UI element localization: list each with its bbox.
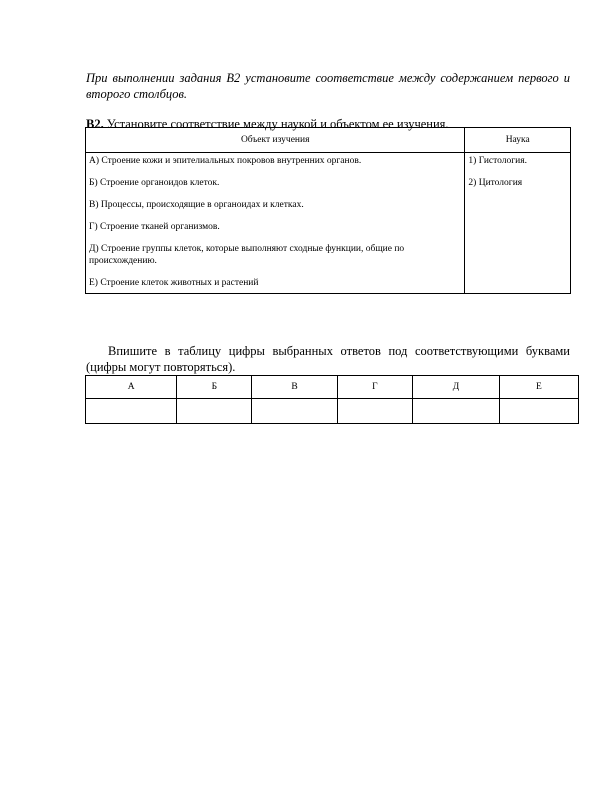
answer-letter: А — [86, 376, 177, 399]
header-object: Объект изучения — [86, 128, 465, 153]
answer-cell-v[interactable] — [252, 399, 337, 424]
objects-cell — [86, 153, 465, 294]
answer-letter: Б — [177, 376, 252, 399]
science-item-2: 2) Цитология — [468, 178, 523, 188]
answer-letter: Е — [499, 376, 578, 399]
task-number: В2. — [86, 116, 104, 131]
header-science: Наука — [465, 128, 571, 153]
science-item-1: 1) Гистология. — [468, 156, 528, 166]
answer-cell-e[interactable] — [499, 399, 578, 424]
answer-instruction: Впишите в таблицу цифры выбранных ответов под соответствующими буквами (цифры могут повторяться). — [86, 343, 570, 374]
task-text: Установите соответствие между наукой и объектом ее изучения. — [106, 116, 449, 131]
answer-input-row — [86, 399, 579, 424]
object-item-v: В) Процессы, происходящие в органоидах и клетках. — [89, 200, 304, 210]
object-item-a: А) Строение кожи и эпителиальных покровов внутренних органов. — [89, 156, 362, 166]
matching-table-header — [86, 128, 571, 153]
answer-letter: В — [252, 376, 337, 399]
object-item-b: Б) Строение органоидов клеток. — [89, 178, 220, 188]
answer-cell-b[interactable] — [177, 399, 252, 424]
answer-table — [85, 375, 579, 424]
answer-letter: Д — [413, 376, 500, 399]
matching-table — [85, 127, 571, 294]
object-item-e: Е) Строение клеток животных и растений — [89, 278, 259, 288]
intro-instruction: При выполнении задания В2 установите соответствие между содержанием первого и второго столбцов. — [86, 70, 570, 101]
answer-letter: Г — [337, 376, 412, 399]
answer-letters-row — [86, 376, 579, 399]
sciences-cell — [465, 153, 571, 294]
answer-cell-d[interactable] — [413, 399, 500, 424]
answer-cell-g[interactable] — [337, 399, 412, 424]
matching-table-body — [86, 153, 571, 294]
object-item-d: Д) Строение группы клеток, которые выполняют сходные функции, общие по происхождению. — [89, 244, 405, 266]
object-item-g: Г) Строение тканей организмов. — [89, 222, 220, 232]
answer-cell-a[interactable] — [86, 399, 177, 424]
